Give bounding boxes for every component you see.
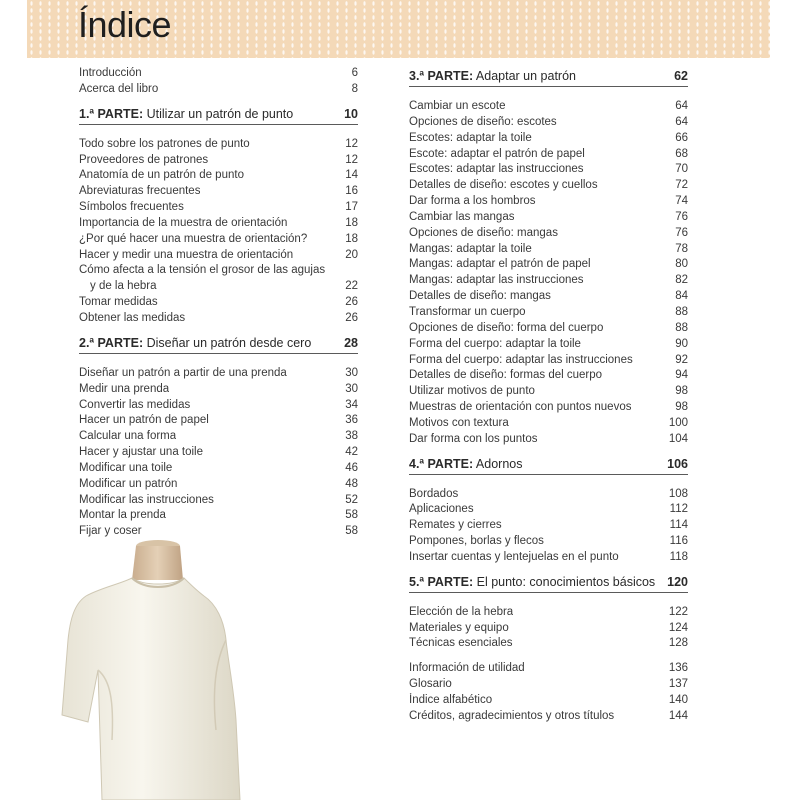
toc-entry [409, 677, 688, 693]
toc-entry [409, 131, 688, 147]
toc-entry [79, 200, 358, 216]
toc-entry-page: 88 [675, 321, 688, 334]
toc-entry-page: 18 [345, 232, 358, 245]
toc-entry-label: Escotes: adaptar las instrucciones [409, 163, 584, 176]
toc-entry [409, 353, 688, 369]
toc-entry-label: Modificar un patrón [79, 477, 178, 490]
toc-entry [409, 162, 688, 178]
toc-entry [409, 337, 688, 353]
toc-entry-page: 140 [668, 694, 688, 706]
toc-entry-label: Mangas: adaptar el patrón de papel [409, 258, 591, 271]
part-heading [409, 575, 688, 593]
toc-entry-page: 46 [345, 461, 358, 474]
toc-entry-page [352, 263, 358, 279]
toc-part5-list [409, 605, 688, 653]
toc-entry-page: 64 [675, 100, 688, 112]
toc-entry-label: Símbolos frecuentes [79, 201, 184, 214]
toc-entry-label: Aplicaciones [409, 503, 474, 516]
toc-entry [409, 368, 688, 384]
toc-entry [409, 518, 688, 534]
toc-entry-label: Convertir las medidas [79, 398, 191, 411]
toc-entry-page: 52 [345, 493, 358, 506]
toc-entry [409, 416, 688, 432]
toc-entry [409, 321, 688, 337]
toc-entry-page: 36 [345, 414, 358, 427]
toc-entry-label: Materiales y equipo [409, 621, 509, 634]
toc-entry-label: Bordados [409, 487, 459, 500]
toc-entry-label: Obtener las medidas [79, 311, 186, 324]
toc-entry-label: Cambiar las mangas [409, 210, 515, 223]
toc-entry-page: 58 [345, 525, 358, 538]
part-heading [79, 107, 358, 125]
toc-entry-label: Forma del cuerpo: adaptar la toile [409, 337, 581, 350]
toc-entry [409, 226, 688, 242]
toc-entry-label: Información de utilidad [409, 662, 525, 675]
toc-entry-page: 104 [668, 432, 688, 445]
part-number: 3.ª PARTE: [409, 69, 474, 83]
toc-entry-label: Montar la prenda [79, 509, 166, 522]
toc-entry [79, 66, 358, 82]
toc-entry [79, 508, 358, 524]
toc-entry [409, 487, 688, 503]
toc-entry-label: Pompones, borlas y flecos [409, 535, 544, 548]
toc-entry [409, 534, 688, 550]
toc-entry [409, 605, 688, 621]
part-number: 2.ª PARTE: [79, 335, 144, 350]
toc-entry-page: 30 [345, 366, 358, 379]
toc-entry-page: 17 [345, 201, 358, 214]
toc-entry [79, 429, 358, 445]
part-page: 106 [667, 456, 688, 471]
toc-entry-label: ¿Por qué hacer una muestra de orientación? [79, 232, 308, 245]
toc-entry [79, 295, 358, 311]
mannequin-image [40, 540, 280, 800]
toc-entry [79, 248, 358, 264]
toc-entry-label: Modificar una toile [79, 461, 173, 474]
page-title: Índice [78, 4, 172, 45]
toc-entry [409, 210, 688, 226]
toc-entry-page: 82 [675, 274, 688, 287]
toc-entry-label: Detalles de diseño: escotes y cuellos [409, 179, 598, 192]
toc-entry-page: 38 [345, 430, 358, 443]
toc-entry-label: y de la hebra [90, 280, 157, 293]
toc-entry [409, 147, 688, 163]
toc-entry [79, 279, 358, 295]
toc-entry [409, 550, 688, 566]
toc-entry [409, 709, 688, 725]
toc-entry-page: 144 [668, 709, 688, 722]
toc-entry-page: 92 [675, 353, 688, 366]
toc-entry-page: 90 [675, 337, 688, 350]
toc-entry [409, 178, 688, 194]
toc-entry-label: Calcular una forma [79, 430, 177, 443]
toc-entry [409, 115, 688, 131]
toc-entry-page: 124 [668, 621, 688, 634]
toc-right-column [409, 69, 688, 725]
toc-entry-label: Diseñar un patrón a partir de una prenda [79, 366, 287, 379]
part-number: 4.ª PARTE: [409, 456, 474, 471]
toc-entry-page: 137 [668, 678, 688, 691]
toc-entry-page: 42 [345, 446, 358, 459]
part-heading [409, 69, 688, 87]
toc-entry [409, 502, 688, 518]
toc-entry [79, 263, 358, 279]
toc-entry-label: Hacer un patrón de papel [79, 414, 209, 427]
toc-entry [79, 524, 358, 540]
toc-entry-label: Cambiar un escote [409, 100, 506, 112]
toc-entry-page: 66 [675, 131, 688, 144]
toc-entry-label: Opciones de diseño: escotes [409, 115, 557, 128]
toc-entry-page: 64 [675, 115, 688, 128]
toc-entry-label: Dar forma a los hombros [409, 195, 536, 208]
toc-entry [409, 384, 688, 400]
toc-entry-page: 58 [345, 509, 358, 522]
toc-entry [409, 273, 688, 289]
part-name: Diseñar un patrón desde cero [146, 335, 312, 350]
toc-entry-label: Detalles de diseño: formas del cuerpo [409, 369, 603, 382]
toc-entry-label: Medir una prenda [79, 382, 170, 395]
toc-entry-page: 68 [675, 147, 688, 160]
toc-entry-label: Anatomía de un patrón de punto [79, 169, 244, 182]
toc-entry-label: Opciones de diseño: mangas [409, 226, 558, 239]
toc-entry-page: 80 [675, 258, 688, 271]
toc-entry-label: Modificar las instrucciones [79, 493, 214, 506]
toc-entry [79, 311, 358, 327]
toc-entry-label: Opciones de diseño: forma del cuerpo [409, 321, 604, 334]
toc-entry [79, 382, 358, 398]
toc-part4-list [409, 487, 688, 566]
toc-entry-label: Insertar cuentas y lentejuelas en el punto [409, 550, 619, 563]
part-heading [409, 457, 688, 475]
toc-entry [79, 82, 358, 98]
part-name: Adornos [475, 456, 523, 471]
toc-entry-label: Proveedores de patrones [79, 153, 209, 166]
part-number: 5.ª PARTE: [409, 574, 474, 589]
toc-entry-page: 112 [669, 503, 688, 516]
toc-entry [79, 216, 358, 232]
toc-entry-page: 76 [675, 210, 688, 223]
toc-entry-page: 108 [668, 487, 688, 500]
toc-entry-page: 100 [668, 416, 688, 429]
toc-entry [409, 99, 688, 115]
toc-entry-page: 118 [669, 550, 688, 563]
toc-entry-label: Escotes: adaptar la toile [409, 131, 532, 144]
toc-entry-page: 12 [345, 137, 358, 150]
toc-entry-label: Detalles de diseño: mangas [409, 290, 551, 303]
toc-entry [79, 461, 358, 477]
toc-entry [79, 413, 358, 429]
toc-entry [409, 693, 688, 709]
toc-entry-page: 116 [669, 535, 688, 548]
toc-part1-list [79, 137, 358, 327]
toc-entry-label: Forma del cuerpo: adaptar las instrucciones [409, 353, 633, 366]
toc-entry [79, 232, 358, 248]
toc-entry-label: Acerca del libro [79, 82, 159, 95]
toc-entry-label: Índice alfabético [409, 694, 493, 706]
toc-entry-label: Muestras de orientación con puntos nuevos [409, 401, 632, 414]
toc-entry-label: Escote: adaptar el patrón de papel [409, 147, 585, 160]
toc-entry-page: 76 [675, 226, 688, 239]
toc-entry-page: 14 [345, 169, 358, 182]
toc-left-column [79, 66, 358, 540]
toc-entry-label: Motivos con textura [409, 416, 509, 429]
toc-entry [409, 432, 688, 448]
toc-entry [409, 305, 688, 321]
part-heading [79, 336, 358, 354]
toc-entry-label: Dar forma con los puntos [409, 432, 538, 445]
toc-part2-list [79, 366, 358, 540]
toc-entry-label: Remates y cierres [409, 519, 502, 532]
toc-entry-label: Técnicas esenciales [409, 637, 513, 650]
toc-entry [409, 257, 688, 273]
toc-entry-label: Importancia de la muestra de orientación [79, 216, 288, 229]
toc-entry-page: 20 [345, 248, 358, 261]
toc-entry-page: 72 [675, 179, 688, 192]
toc-entry [79, 168, 358, 184]
toc-entry-label: Transformar un cuerpo [409, 305, 526, 318]
toc-entry-label: Hacer y medir una muestra de orientación [79, 248, 294, 261]
part-page: 62 [674, 69, 688, 83]
toc-entry-label: Créditos, agradecimientos y otros títulos [409, 709, 615, 722]
toc-entry-page: 74 [675, 195, 688, 208]
part-number: 1.ª PARTE: [79, 106, 144, 121]
toc-entry [409, 289, 688, 305]
toc-entry-label: Utilizar motivos de punto [409, 385, 535, 398]
toc-entry-page: 22 [345, 280, 358, 293]
toc-entry-page: 34 [345, 398, 358, 411]
toc-entry-label: Abreviaturas frecuentes [79, 185, 201, 198]
toc-entry-page: 98 [675, 401, 688, 414]
toc-entry-page: 70 [675, 163, 688, 176]
toc-entry [79, 493, 358, 509]
toc-part3-list [409, 99, 688, 448]
toc-entry [79, 445, 358, 461]
toc-entry-page: 88 [675, 305, 688, 318]
toc-entry [79, 153, 358, 169]
toc-entry-label: Elección de la hebra [409, 605, 514, 618]
part-name: Utilizar un patrón de punto [146, 106, 294, 121]
toc-entry [79, 137, 358, 153]
toc-entry [409, 636, 688, 652]
part-page: 10 [344, 106, 358, 121]
part-name: Adaptar un patrón [475, 69, 576, 83]
toc-entry-page: 128 [668, 637, 688, 650]
toc-entry-label: Cómo afecta a la tensión el grosor de las agujas [79, 264, 326, 277]
toc-entry-label: Introducción [79, 67, 142, 79]
toc-entry-page: 26 [345, 311, 358, 324]
toc-entry-page: 30 [345, 382, 358, 395]
toc-entry [409, 621, 688, 637]
toc-entry-label: Glosario [409, 678, 452, 691]
toc-entry-label: Fijar y coser [79, 525, 142, 538]
toc-entry-label: Mangas: adaptar la toile [409, 242, 532, 255]
part-page: 28 [344, 335, 358, 350]
part-page: 120 [667, 574, 688, 589]
toc-entry-page: 94 [675, 369, 688, 382]
toc-entry-page: 18 [345, 216, 358, 229]
toc-entry-page: 8 [351, 82, 358, 95]
toc-entry-page: 12 [345, 153, 358, 166]
toc-entry-page: 114 [669, 519, 688, 532]
toc-entry [79, 398, 358, 414]
part-name: El punto: conocimientos básicos [476, 574, 656, 589]
toc-entry-page: 136 [668, 662, 688, 675]
toc-entry-page: 78 [675, 242, 688, 255]
toc-entry [79, 477, 358, 493]
toc-intro-list [79, 66, 358, 98]
toc-entry [79, 184, 358, 200]
toc-entry [409, 242, 688, 258]
toc-entry-page: 84 [675, 290, 688, 303]
toc-entry-page: 26 [345, 296, 358, 309]
toc-entry-label: Tomar medidas [79, 296, 158, 309]
toc-entry [409, 400, 688, 416]
toc-entry [409, 194, 688, 210]
toc-entry-page: 48 [345, 477, 358, 490]
toc-entry-label: Todo sobre los patrones de punto [79, 137, 250, 150]
toc-entry [409, 661, 688, 677]
toc-entry-page: 16 [345, 185, 358, 198]
toc-entry-page: 6 [351, 67, 358, 79]
toc-entry [79, 366, 358, 382]
toc-entry-label: Mangas: adaptar las instrucciones [409, 274, 584, 287]
toc-entry-page: 98 [675, 385, 688, 398]
toc-entry-label: Hacer y ajustar una toile [79, 446, 204, 459]
toc-entry-page: 122 [668, 605, 688, 618]
toc-extras-list [409, 661, 688, 724]
